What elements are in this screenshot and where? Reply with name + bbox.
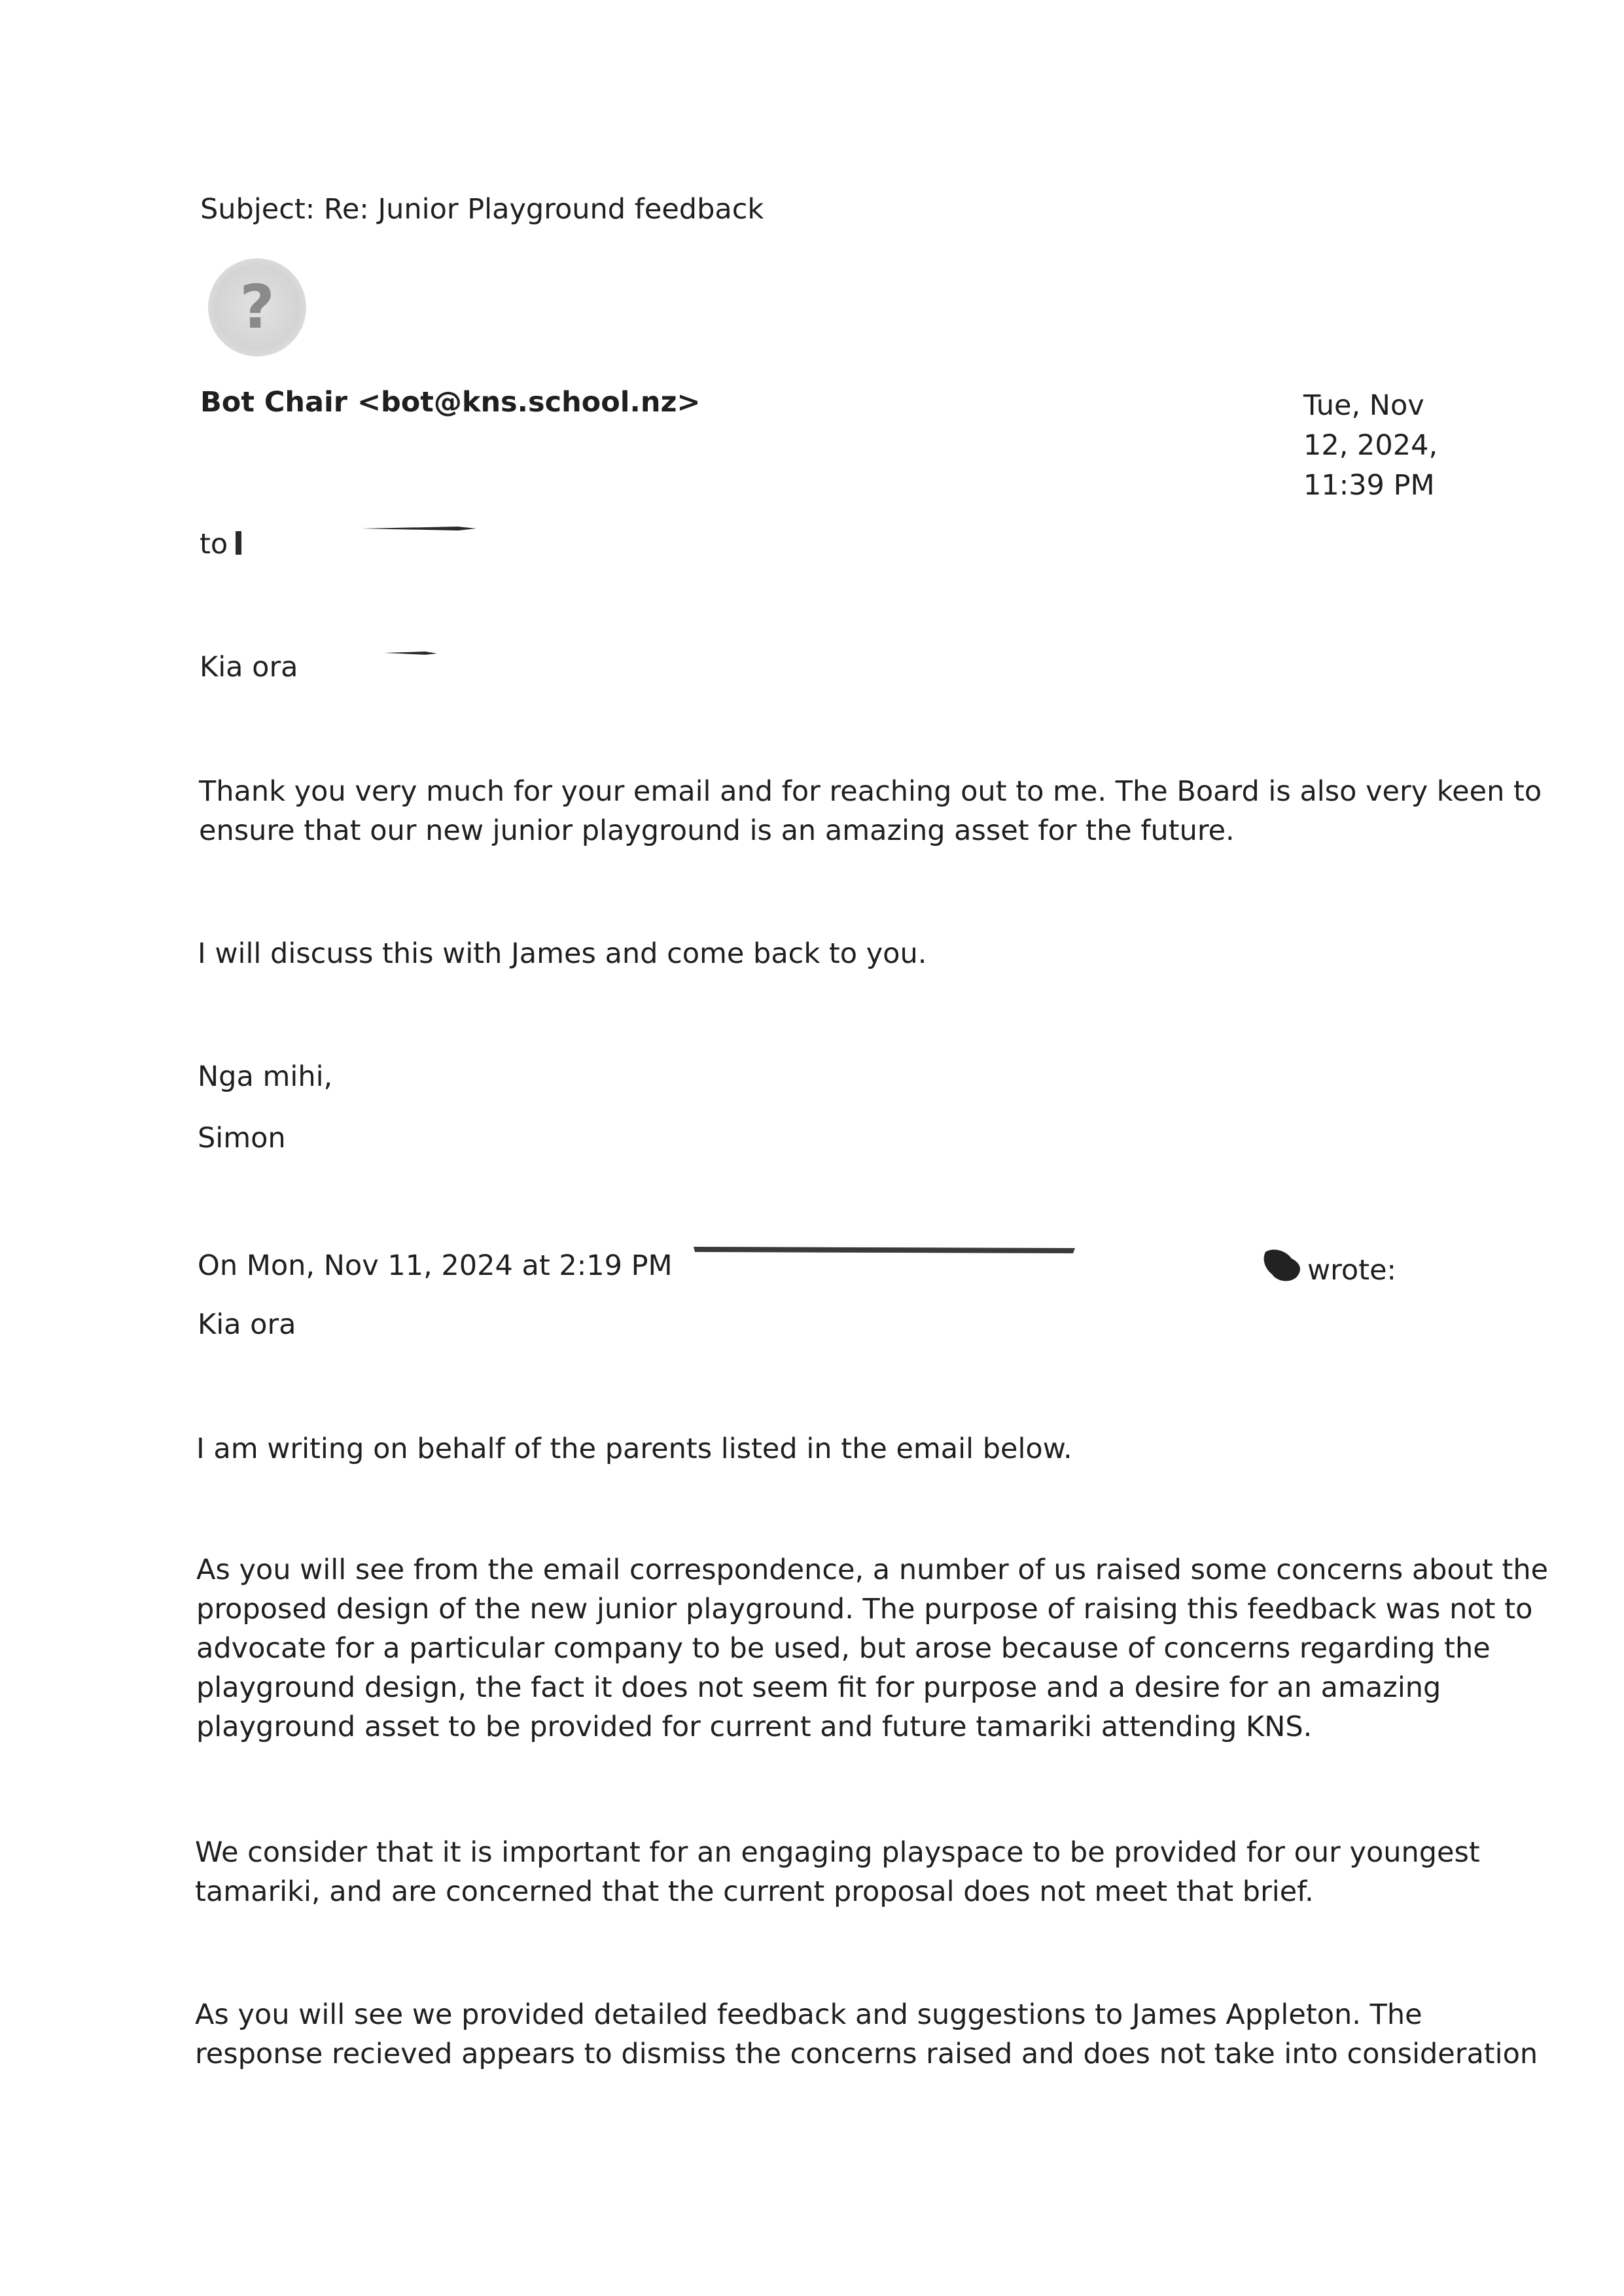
reply-paragraph: Thank you very much for your email and for reaching out to me. The Board is also very keen to ensure that our new junior playground is an amazing asset for the future. [199, 775, 1542, 847]
quoted-header: On Mon, Nov 11, 2024 at 2:19 PM [198, 1249, 673, 1282]
quoted-header-suffix: wrote: [1307, 1254, 1397, 1287]
reply-paragraph: I will discuss this with James and come back to you. [198, 937, 927, 970]
quoted-greeting: Kia ora [198, 1308, 296, 1341]
reply-signature: Simon [198, 1122, 286, 1155]
date-line: Tue, Nov [1303, 389, 1424, 422]
date-line: 11:39 PM [1303, 469, 1435, 502]
quoted-paragraph: As you will see from the email correspondence, a number of us raised some concerns about the proposed design of the new junior playground. The purpose of raising this feedback was not to advocate for a particular company to be used, but arose because of concerns regarding the playground design, the fact it does not seem fit for purpose and a desire for an amazing playground asset to be provided for current and future tamariki attending KNS. [196, 1554, 1549, 1743]
redaction-mark [236, 531, 241, 555]
reply-greeting: Kia ora [200, 651, 298, 684]
quoted-paragraph: We consider that it is important for an engaging playspace to be provided for our youngest tamariki, and are concerned that the current proposal does not meet that brief. [195, 1836, 1480, 1908]
recipient-line [200, 525, 228, 564]
date-line: 12, 2024, [1303, 429, 1438, 462]
email-date [1303, 386, 1438, 506]
to-label: to [200, 528, 228, 561]
redaction-stroke [383, 648, 438, 658]
quoted-paragraph: I am writing on behalf of the parents listed in the email below. [196, 1433, 1072, 1465]
reply-signoff: Nga mihi, [198, 1060, 333, 1093]
redaction-mark [1260, 1247, 1306, 1285]
quoted-paragraph: As you will see we provided detailed feedback and suggestions to James Appleton. The response recieved appears to dismiss the concerns raised and does not take into consideration [195, 1998, 1538, 2070]
redaction-stroke [360, 522, 478, 535]
sender-name: Bot Chair <bot@kns.school.nz> [200, 386, 701, 419]
question-mark-avatar-icon: ? [239, 272, 275, 342]
email-subject: Subject: Re: Junior Playground feedback [200, 193, 764, 226]
redaction-stroke [692, 1243, 1078, 1256]
sender-avatar [208, 258, 306, 357]
